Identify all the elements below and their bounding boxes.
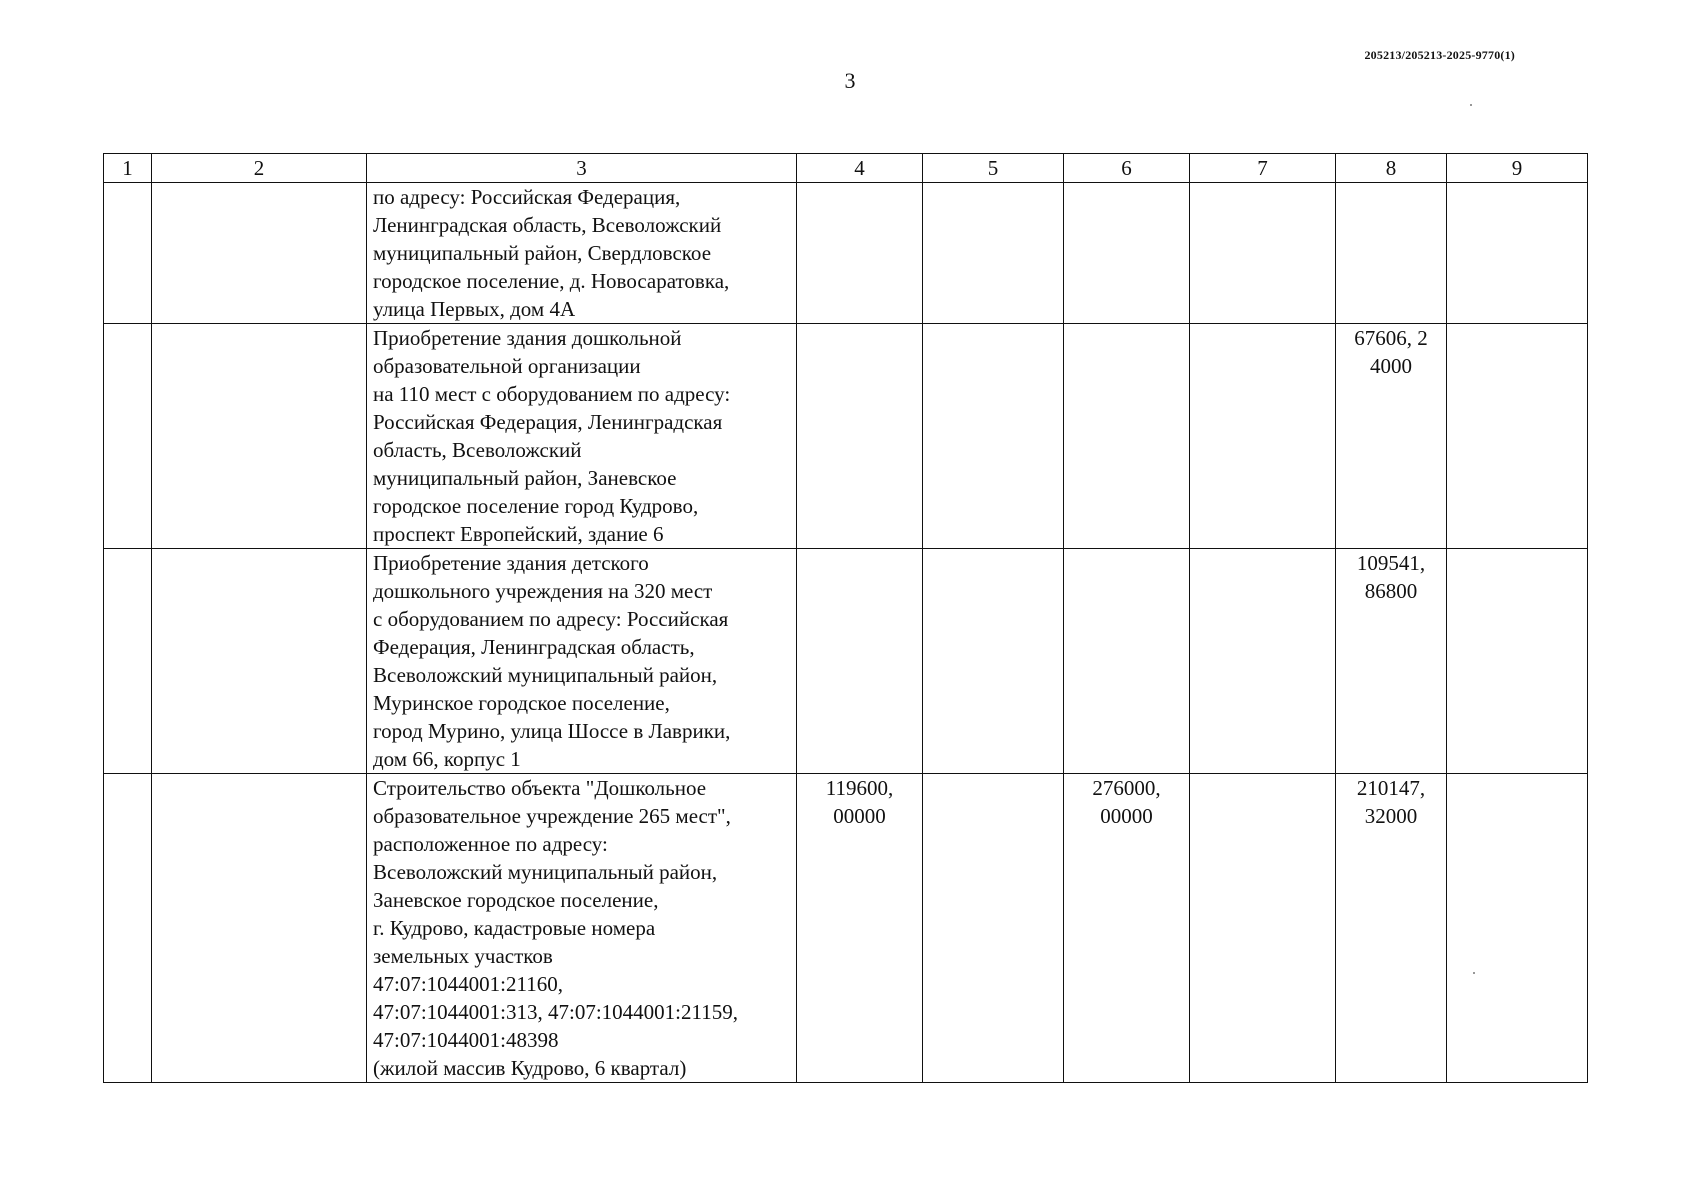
table-cell	[923, 324, 1064, 549]
object-description-cell	[367, 183, 797, 324]
document-id: 205213/205213-2025-9770(1)	[1364, 48, 1515, 62]
amount-value: 119600, 00000	[825, 776, 894, 828]
table-cell	[923, 549, 1064, 774]
amount-value: 67606, 24000	[1354, 326, 1428, 378]
amount-cell	[1336, 549, 1447, 774]
column-header: 4	[797, 154, 923, 183]
table-cell	[1447, 324, 1588, 549]
table-cell	[1190, 549, 1336, 774]
amount-cell	[797, 774, 923, 1083]
amount-cell	[1336, 324, 1447, 549]
amount-value: 210147, 32000	[1356, 776, 1426, 828]
object-description: Приобретение здания детского дошкольного учреждения на 320 мест с оборудованием по адресу: Российская Федерация, Ленинградская область, Всеволожский муниципальный район, Муринское городское поселение, город Мурино, улица Шоссе в Лаврики, дом 66, корпус 1	[373, 551, 731, 771]
table-cell	[1190, 324, 1336, 549]
table-cell	[104, 549, 152, 774]
scan-speck	[1470, 104, 1472, 106]
table-cell	[797, 324, 923, 549]
table-cell	[152, 324, 367, 549]
table-cell	[1064, 324, 1190, 549]
column-number-row	[104, 154, 1588, 183]
object-description: Строительство объекта "Дошкольное образовательное учреждение 265 мест", расположенное по адресу: Всеволожский муниципальный район, Заневское городское поселение, г. Кудрово, кадастровые номера земельных участков 47:07:1044001:21160, 47:07:1044001:313, 47:07:1044001:21159, 47:07:1044001:48398 (жилой массив Кудрово, 6 квартал)	[373, 776, 738, 1080]
table-row	[104, 324, 1588, 549]
table-row	[104, 774, 1588, 1083]
amount-value: 276000, 00000	[1092, 776, 1161, 828]
column-header: 8	[1336, 154, 1447, 183]
amount-value: 109541, 86800	[1356, 551, 1426, 603]
table-cell	[152, 183, 367, 324]
table-cell	[923, 183, 1064, 324]
column-header: 9	[1447, 154, 1588, 183]
table-row	[104, 549, 1588, 774]
table-cell	[104, 183, 152, 324]
table-cell	[1447, 774, 1588, 1083]
amount-cell	[1336, 774, 1447, 1083]
table-cell	[1064, 549, 1190, 774]
table-cell	[1190, 774, 1336, 1083]
table-cell	[152, 774, 367, 1083]
table-cell	[1447, 549, 1588, 774]
scan-speck	[1473, 972, 1475, 974]
object-description: Приобретение здания дошкольной образовательной организации на 110 мест с оборудованием по адресу: Российская Федерация, Ленинградская область, Всеволожский муниципальный район, Заневское городское поселение город Кудрово, проспект Европейский, здание 6	[373, 326, 731, 546]
column-header: 2	[152, 154, 367, 183]
column-header: 1	[104, 154, 152, 183]
column-header: 3	[367, 154, 797, 183]
column-header: 6	[1064, 154, 1190, 183]
table-cell	[797, 549, 923, 774]
table-cell	[923, 774, 1064, 1083]
object-description-cell	[367, 774, 797, 1083]
table-cell	[152, 549, 367, 774]
object-description-cell	[367, 324, 797, 549]
page-number: 3	[844, 68, 856, 93]
table-cell	[104, 774, 152, 1083]
amount-cell	[1064, 774, 1190, 1083]
table-row	[104, 183, 1588, 324]
table-cell	[1190, 183, 1336, 324]
object-description-cell	[367, 549, 797, 774]
column-header: 7	[1190, 154, 1336, 183]
table-cell	[104, 324, 152, 549]
column-header: 5	[923, 154, 1064, 183]
table-cell	[1064, 183, 1190, 324]
table-cell	[797, 183, 923, 324]
table-cell	[1447, 183, 1588, 324]
object-description: по адресу: Российская Федерация, Ленинградская область, Всеволожский муниципальный район, Свердловское городское поселение, д. Новосаратовка, улица Первых, дом 4А	[373, 185, 730, 321]
table-cell	[1336, 183, 1447, 324]
data-table	[103, 153, 1588, 1083]
